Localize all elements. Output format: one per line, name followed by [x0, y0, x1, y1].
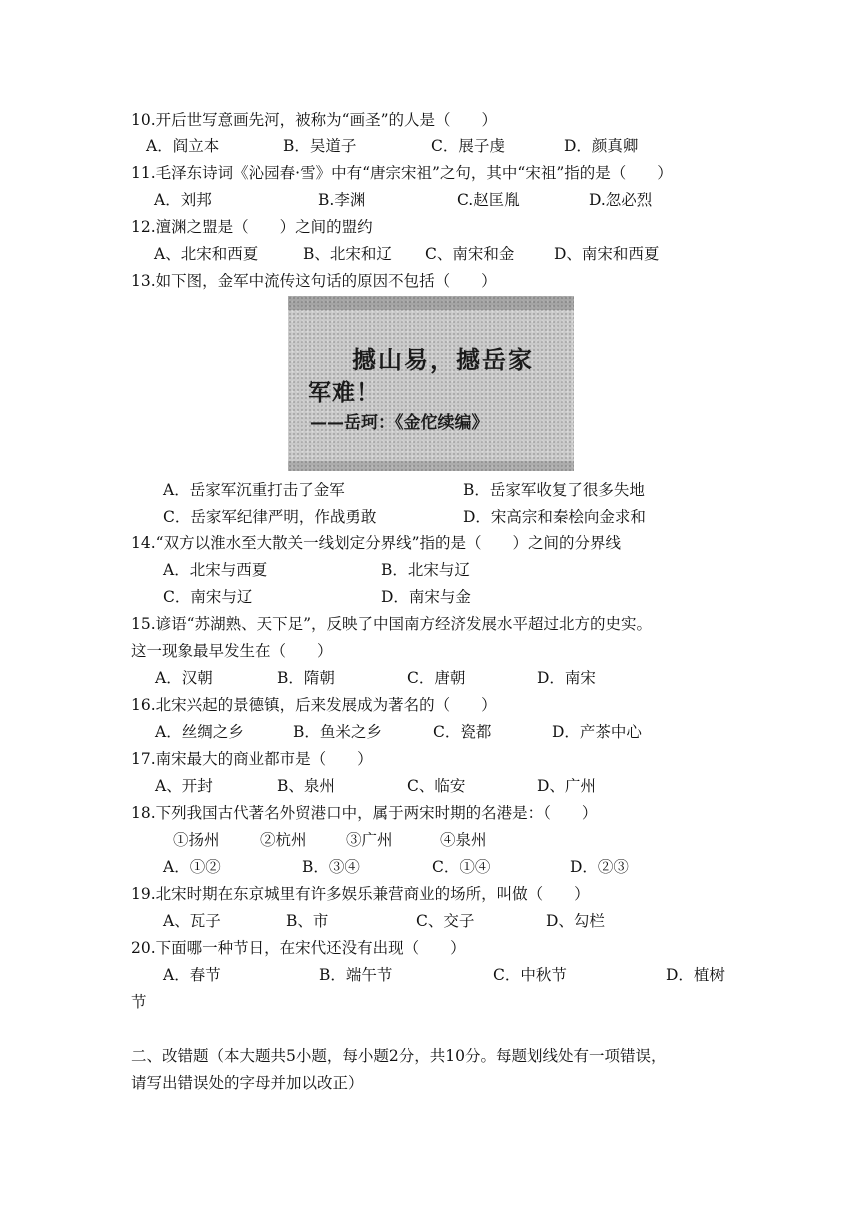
question-13-stem: 13.如下图，金军中流传这句话的原因不包括（ ）: [131, 272, 497, 290]
question-14-option-b: B．北宋与辽: [381, 561, 470, 579]
question-14-stem: 14.“双方以淮水至大散关一线划定分界线”指的是（ ）之间的分界线: [131, 534, 622, 552]
question-12-stem: 12.澶渊之盟是（ ）之间的盟约: [131, 218, 373, 236]
question-20-option-d-wrap: 节: [131, 993, 147, 1011]
question-20-option-a: A．春节: [163, 966, 221, 984]
question-13-option-c: C．岳家军纪律严明，作战勇敢: [163, 508, 377, 526]
question-17-option-c: C、临安: [407, 777, 466, 795]
question-10-option-c: C．展子虔: [431, 137, 505, 155]
question-14-option-a: A．北宋与西夏: [163, 561, 268, 579]
question-11-option-b: B.李渊: [318, 191, 366, 209]
question-12-option-d: D、南宋和西夏: [554, 245, 660, 263]
question-15-stem-line1: 15.谚语“苏湖熟、天下足”，反映了中国南方经济发展水平超过北方的史实。: [131, 615, 653, 633]
question-19-option-d: D、勾栏: [546, 912, 605, 930]
question-10-stem: 10.开后世写意画先河，被称为“画圣”的人是（ ）: [131, 111, 497, 129]
question-14-option-d: D．南宋与金: [381, 588, 471, 606]
question-18-option-b: B．③④: [302, 858, 360, 876]
question-11-option-c: C.赵匡胤: [457, 191, 520, 209]
port-hangzhou: ②杭州: [260, 831, 307, 849]
question-18-option-c: C．①④: [432, 858, 491, 876]
question-17-option-a: A、开封: [155, 777, 213, 795]
question-14-option-c: C．南宋与辽: [163, 588, 253, 606]
question-11-stem: 11.毛泽东诗词《沁园春·雪》中有“唐宗宋祖”之句，其中“宋祖”指的是（ ）: [131, 164, 673, 182]
question-12-option-b: B、北宋和辽: [303, 245, 392, 263]
section-2-heading-line1: 二、改错题（本大题共5小题，每小题2分，共10分。每题划线处有一项错误，: [131, 1047, 667, 1065]
question-18-option-a: A．①②: [163, 858, 221, 876]
question-19-option-a: A、瓦子: [163, 912, 221, 930]
question-15-option-d: D．南宋: [537, 669, 596, 687]
port-guangzhou: ③广州: [346, 831, 393, 849]
section-2-heading-line2: 请写出错误处的字母并加以改正）: [131, 1074, 364, 1092]
question-12-option-a: A、北宋和西夏: [154, 245, 259, 263]
question-16-stem: 16.北宋兴起的景德镇，后来发展成为著名的（ ）: [131, 696, 497, 714]
question-16-option-a: A．丝绸之乡: [155, 723, 244, 741]
question-13-option-b: B．岳家军收复了很多失地: [463, 481, 645, 499]
question-13-option-d: D．宋高宗和秦桧向金求和: [463, 508, 646, 526]
port-yangzhou: ①扬州: [173, 831, 220, 849]
question-10-option-b: B．吴道子: [283, 137, 357, 155]
question-15-option-a: A．汉朝: [155, 669, 213, 687]
question-17-stem: 17.南宋最大的商业都市是（ ）: [131, 750, 373, 768]
question-13-option-a: A．岳家军沉重打击了金军: [163, 481, 345, 499]
question-18-stem: 18.下列我国古代著名外贸港口中，属于两宋时期的名港是：（ ）: [131, 804, 598, 822]
question-16-option-c: C．瓷都: [433, 723, 492, 741]
question-12-option-c: C、南宋和金: [425, 245, 515, 263]
question-11-option-d: D.忽必烈: [589, 191, 653, 209]
port-quanzhou: ④泉州: [440, 831, 487, 849]
yue-fei-quote-image: [288, 296, 574, 471]
quote-line-2: 军难！: [308, 380, 380, 406]
question-16-option-b: B．鱼米之乡: [293, 723, 382, 741]
question-15-stem-line2: 这一现象最早发生在（ ）: [131, 642, 333, 660]
question-19-option-b: B、市: [286, 912, 329, 930]
question-20-option-c: C．中秋节: [493, 966, 567, 984]
quote-line-1: 撼山易，撼岳家: [352, 346, 534, 374]
question-15-option-c: C．唐朝: [407, 669, 466, 687]
question-11-option-a: A．刘邦: [154, 191, 212, 209]
question-10-option-a: A．阎立本: [146, 137, 220, 155]
question-10-option-d: D．颜真卿: [564, 137, 639, 155]
question-18-option-d: D．②③: [570, 858, 629, 876]
question-20-stem: 20.下面哪一种节日，在宋代还没有出现（ ）: [131, 939, 466, 957]
question-19-stem: 19.北宋时期在东京城里有许多娱乐兼营商业的场所，叫做（ ）: [131, 885, 590, 903]
question-16-option-d: D．产茶中心: [552, 723, 642, 741]
question-20-option-d: D．植树: [666, 966, 725, 984]
question-19-option-c: C、交子: [416, 912, 475, 930]
question-17-option-b: B、泉州: [277, 777, 335, 795]
question-15-option-b: B．隋朝: [277, 669, 335, 687]
quote-source: ——岳珂：《金佗续编》: [310, 413, 489, 433]
question-20-option-b: B．端午节: [319, 966, 393, 984]
question-17-option-d: D、广州: [537, 777, 596, 795]
